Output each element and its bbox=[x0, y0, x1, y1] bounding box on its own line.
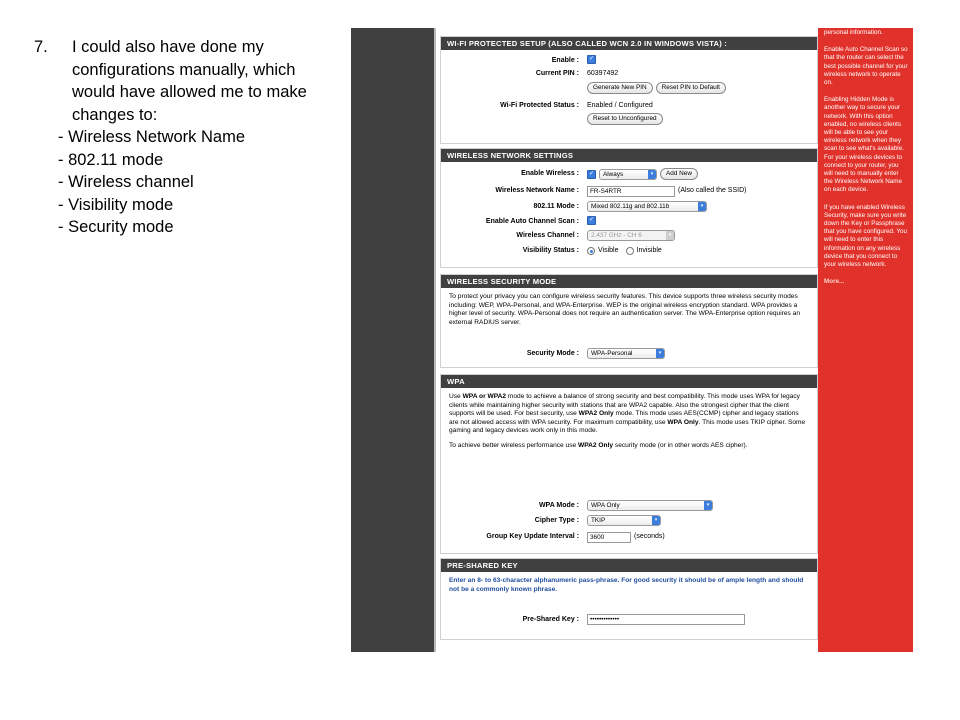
generate-pin-button[interactable]: Generate New PIN bbox=[587, 82, 653, 94]
help-text: Enable Auto Channel Scan so that the router can select the best possible channel for your wireless network to operate on. bbox=[824, 46, 908, 87]
help-text: If you have enabled Wireless Security, make sure you write down the Key or Passphrase that you have configured. You will need to enter this information on any wireless device that you connect to your wireless network. bbox=[824, 203, 907, 269]
group-key-unit: (seconds) bbox=[634, 533, 665, 540]
wireless-header: WIRELESS NETWORK SETTINGS bbox=[441, 149, 817, 162]
current-pin-value: 60397492 bbox=[587, 70, 619, 77]
invisible-radio[interactable] bbox=[626, 247, 634, 255]
invisible-label: Invisible bbox=[636, 247, 662, 254]
psk-section bbox=[440, 558, 818, 640]
mode-select[interactable] bbox=[587, 201, 707, 212]
wps-status-label: Wi-Fi Protected Status : bbox=[500, 102, 579, 109]
network-name-label: Wireless Network Name : bbox=[495, 187, 579, 194]
help-text: personal information. bbox=[824, 29, 883, 36]
wpa-section bbox=[440, 374, 818, 554]
wpa-text: mode. This mode uses AES(CCMP) cipher and legacy stations are not allowed access with WPA security. For maximum compatibility, use bbox=[449, 410, 799, 426]
enable-wireless-checkbox[interactable]: ✓ bbox=[588, 170, 595, 177]
wps-status-value: Enabled / Configured bbox=[587, 102, 653, 109]
visible-label: Visible bbox=[598, 247, 619, 254]
slide-bullet: - 802.11 mode bbox=[58, 150, 164, 169]
wireless-settings-section bbox=[440, 148, 818, 268]
cipher-value: TKIP bbox=[591, 517, 606, 524]
wps-enable-label: Enable : bbox=[551, 57, 579, 64]
wpa-bold-text: WPA2 Only bbox=[578, 441, 614, 449]
slide-bullet: - Security mode bbox=[58, 218, 174, 236]
wpa-text: . This mode uses TKIP cipher. Some gaming and legacy devices work only in this mode. bbox=[449, 418, 806, 435]
wpa-mode-value: WPA Only bbox=[591, 502, 620, 509]
wpa-text: security mode (or in other words AES cipher). bbox=[613, 441, 748, 449]
help-sidebar bbox=[818, 28, 913, 652]
wpa-description bbox=[441, 388, 817, 436]
wpa-bold-text: WPA2 Only bbox=[578, 410, 614, 418]
ssid-note: (Also called the SSID) bbox=[678, 187, 747, 194]
select-arrow-icon: ▾ bbox=[704, 501, 712, 510]
security-mode-label: Security Mode : bbox=[526, 350, 579, 357]
cipher-select[interactable] bbox=[587, 515, 661, 526]
select-arrow-icon: ▾ bbox=[648, 170, 656, 179]
reset-unconfigured-button[interactable]: Reset to Unconfigured bbox=[587, 113, 663, 125]
security-mode-value: WPA-Personal bbox=[591, 350, 633, 357]
reset-pin-button[interactable]: Reset PIN to Default bbox=[656, 82, 726, 94]
wpa-text: mode to achieve a balance of strong security and best compatibility. This mode uses WPA for legacy clients while maintaining higher security with stations that are WPA2 capable. Also the strongest cipher that the client supports will be used. For best security, use bbox=[449, 393, 800, 418]
schedule-select[interactable] bbox=[599, 169, 657, 180]
auto-channel-checkbox[interactable]: ✓ bbox=[588, 217, 595, 223]
select-arrow-icon: ▾ bbox=[656, 349, 664, 358]
cipher-label: Cipher Type : bbox=[534, 517, 579, 524]
slide-bullet: - Visibility mode bbox=[58, 195, 174, 214]
add-new-button[interactable]: Add New bbox=[660, 168, 698, 180]
wps-enable-checkbox[interactable]: ✓ bbox=[588, 56, 595, 62]
enable-wireless-label: Enable Wireless : bbox=[521, 170, 579, 177]
wps-section bbox=[440, 36, 818, 144]
security-header: WIRELESS SECURITY MODE bbox=[441, 275, 817, 288]
security-mode-section bbox=[440, 274, 818, 368]
psk-label: Pre-Shared Key : bbox=[522, 616, 579, 623]
select-arrow-icon: ▾ bbox=[652, 516, 660, 525]
wps-header: WI-FI PROTECTED SETUP (ALSO CALLED WCN 2.0 IN WINDOWS VISTA) : bbox=[441, 37, 817, 50]
slide-bullet: - Wireless Network Name bbox=[58, 128, 246, 146]
select-arrow-icon: ▾ bbox=[666, 231, 674, 240]
visible-radio[interactable] bbox=[587, 247, 595, 255]
psk-header: PRE-SHARED KEY bbox=[441, 559, 817, 572]
auto-channel-label: Enable Auto Channel Scan : bbox=[485, 218, 579, 225]
wpa-performance-note bbox=[441, 436, 817, 451]
slide-text bbox=[34, 36, 334, 239]
help-text: Enabling Hidden Mode is another way to secure your network. With this option enabled, no wireless clients will be able to see your wireless network when they scan to see what's available. For your wireless devices to connect to your router, you will need to manually enter the Wireless Network Name on each device. bbox=[824, 96, 904, 194]
wpa-bold-text: WPA or WPA2 bbox=[462, 393, 507, 400]
wpa-bold-text: WPA Only bbox=[667, 418, 699, 426]
wpa-mode-label: WPA Mode : bbox=[538, 502, 579, 509]
settings-panel bbox=[434, 28, 820, 652]
security-description: To protect your privacy you can configure wireless security features. This device supports three wireless security modes including: WEP, WPA-Personal, and WPA-Enterprise. WEP is the original wireless encryption standard. WPA provides a higher level of security. WPA-Personal does not require an authentication server. The WPA-Enterprise option requires an external RADIUS server. bbox=[449, 293, 800, 326]
channel-label: Wireless Channel : bbox=[516, 232, 579, 239]
current-pin-label: Current PIN : bbox=[535, 70, 579, 77]
channel-select[interactable] bbox=[587, 230, 675, 241]
psk-description: Enter an 8- to 63-character alphanumeric pass-phrase. For good security it should be of ample length and should not be a commonly known phrase. bbox=[449, 577, 804, 593]
wpa-header: WPA bbox=[441, 375, 817, 388]
mode-label: 802.11 Mode : bbox=[533, 203, 579, 210]
wpa-text: Use bbox=[449, 393, 463, 400]
group-key-label: Group Key Update Interval : bbox=[486, 533, 579, 540]
slide-numbered-item bbox=[34, 36, 334, 126]
security-mode-select[interactable] bbox=[587, 348, 665, 359]
network-name-input[interactable]: FR-S4RTR bbox=[587, 186, 675, 197]
slide-bullet: - Wireless channel bbox=[58, 173, 194, 191]
group-key-input[interactable]: 3600 bbox=[587, 532, 631, 543]
psk-input[interactable]: ••••••••••••• bbox=[587, 614, 745, 625]
router-screenshot bbox=[351, 28, 913, 652]
channel-value: 2.437 GHz - CH 6 bbox=[591, 232, 642, 239]
slide-item-number: 7. bbox=[34, 38, 48, 56]
schedule-value: Always bbox=[603, 170, 624, 178]
wpa-text: To achieve better wireless performance use bbox=[449, 441, 579, 449]
select-arrow-icon: ▾ bbox=[698, 202, 706, 211]
visibility-label: Visibility Status : bbox=[522, 247, 579, 254]
more-link[interactable]: More... bbox=[824, 278, 845, 286]
slide-intro-text: I could also have done my configurations manually, which would have allowed me to make changes to: bbox=[72, 38, 307, 124]
wpa-mode-select[interactable] bbox=[587, 500, 713, 511]
mode-value: Mixed 802.11g and 802.11b bbox=[591, 203, 670, 210]
